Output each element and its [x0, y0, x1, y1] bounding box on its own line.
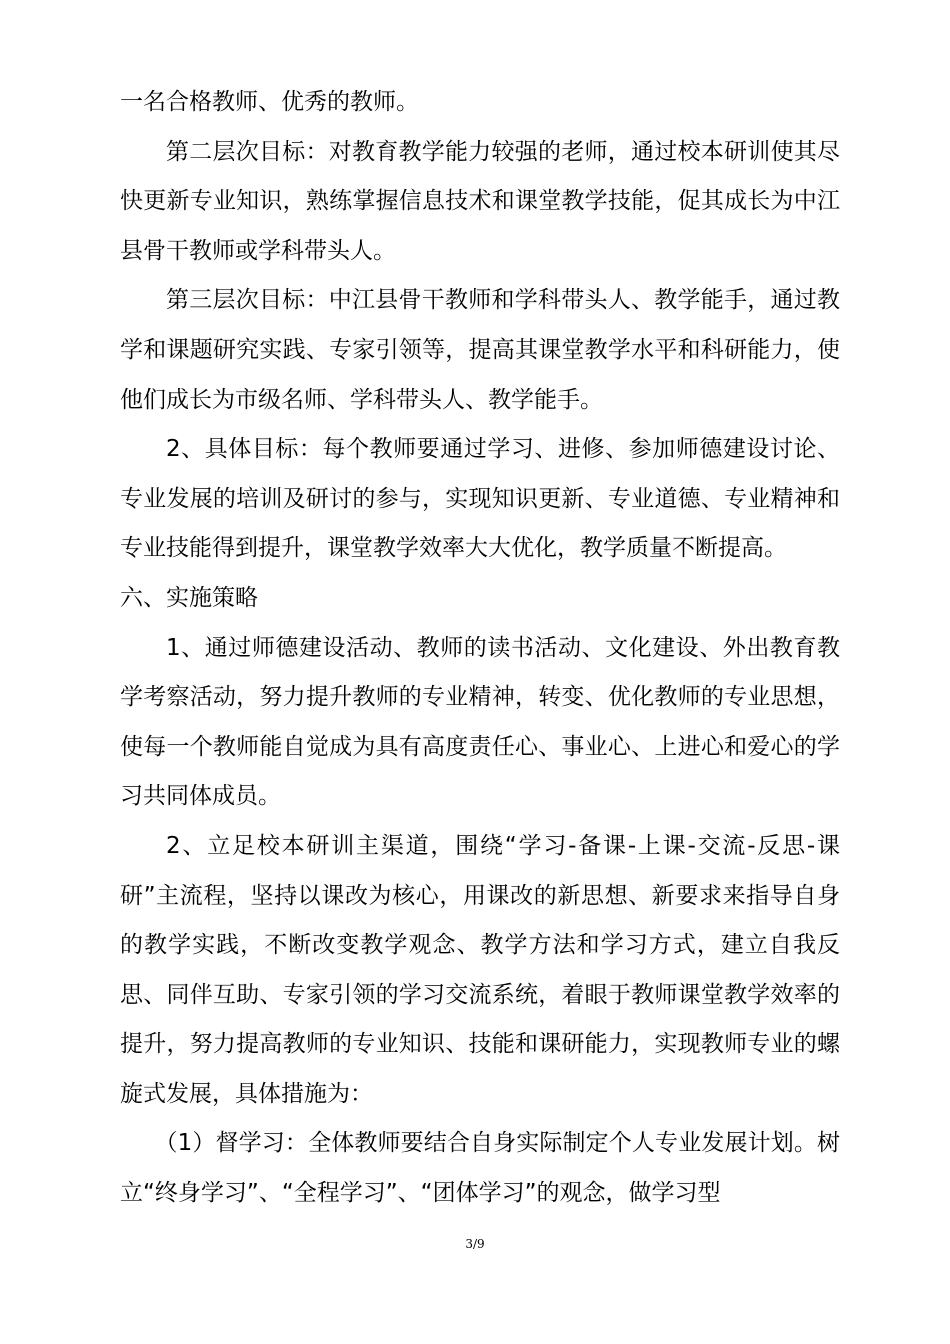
paragraph-continuation: 一名合格教师、优秀的教师。: [120, 89, 419, 115]
paragraph-level-three-goal: 第三层次目标：中江县骨干教师和学科带头人、教学能手，通过教学和课题研究实践、专家引领等，提高其课堂教学水平和科研能力，使他们成长为市级名师、学科带头人、教学能手。: [120, 287, 840, 413]
paragraph-specific-goal: 2、具体目标：每个教师要通过学习、进修、参加师德建设讨论、专业发展的培训及研讨的参与，实现知识更新、专业道德、专业精神和专业技能得到提升，课堂教学效率大大优化，教学质量不断提高。: [120, 436, 840, 562]
paragraph-strategy-two: 2、立足校本研训主渠道，围绕“学习-备课-上课-交流-反思-课研”主流程，坚持以课改为核心，用课改的新思想、新要求来指导自身的教学实践，不断改变教学观念、教学方法和学习方式，建立自我反思、同伴互助、专家引领的学习交流系统，着眼于教师课堂教学效率的提升，努力提高教师的专业知识、技能和课研能力，实现教师专业的螺旋式发展，具体措施为：: [120, 832, 840, 1107]
section-heading-implementation-strategy: 六、实施策略: [120, 584, 258, 611]
page-number: 3/9: [465, 1237, 485, 1251]
document-body: [120, 78, 840, 1219]
paragraph-strategy-one: 1、通过师德建设活动、教师的读书活动、文化建设、外出教育教学考察活动，努力提升教师的专业精神，转变、优化教师的专业思想，使每一个教师能自觉成为具有高度责任心、事业心、上进心和爱心的学习共同体成员。: [120, 634, 840, 810]
paragraph-measure-one: （1）督学习：全体教师要结合自身实际制定个人专业发展计划。树立“终身学习”、“全程学习”、“团体学习”的观念，做学习型: [120, 1130, 840, 1207]
paragraph-level-two-goal: 第二层次目标：对教育教学能力较强的老师，通过校本研训使其尽快更新专业知识，熟练掌握信息技术和课堂教学技能，促其成长为中江县骨干教师或学科带头人。: [120, 138, 840, 264]
